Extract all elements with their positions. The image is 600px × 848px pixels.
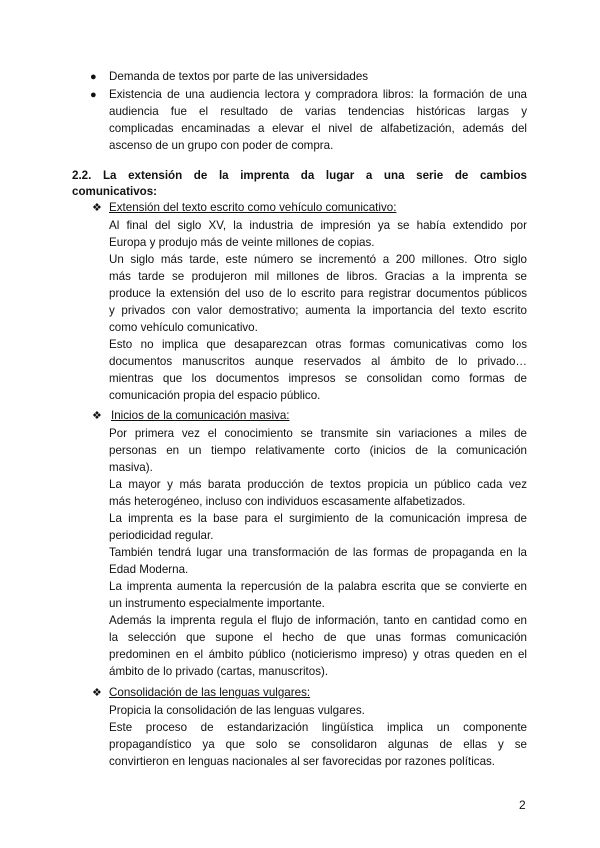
paragraph-line: convirtieron en lenguas nacionales al ser favorecidas por razones políticas.	[109, 755, 496, 768]
paragraph-line: propagandístico ya que solo se consolidaron algunas de ellas y se	[109, 738, 527, 751]
subsection-title: Inicios de la comunicación masiva:	[111, 409, 290, 422]
diamond-bullet-icon: ❖	[92, 687, 102, 699]
paragraph-line: La imprenta aumenta la repercusión de la palabra escrita que se convierte en	[109, 580, 527, 593]
paragraph-line: predominen en el ámbito público (noticierismo impreso) y otras queden en el	[109, 648, 527, 661]
paragraph-line: Esto no implica que desaparezcan otras formas comunicativas como los	[109, 338, 527, 351]
paragraph-line: produce la extensión del uso de lo escrito para registrar documentos públicos	[109, 287, 527, 300]
paragraph-line: más tarde se produjeron mil millones de libros. Gracias a la imprenta se	[109, 270, 527, 283]
bullet-item-text: Existencia de una audiencia lectora y compradora libros: la formación de una	[109, 88, 527, 101]
paragraph-line: ámbito de lo privado (cartas, manuscritos).	[109, 665, 329, 678]
paragraph-line: mientras que los documentos impresos se consolidan como formas de	[109, 372, 527, 385]
bullet-item-text: ascenso de un grupo con poder de compra.	[109, 139, 334, 152]
subsection-title: Extensión del texto escrito como vehículo comunicativo:	[109, 201, 397, 214]
paragraph-line: como vehículo comunicativo.	[109, 321, 258, 334]
diamond-bullet-icon: ❖	[92, 410, 102, 422]
bullet-item-text: complicadas encaminadas a elevar el nivel de alfabetización, además del	[109, 122, 527, 135]
paragraph-line: documentos manuscritos aunque reservados al ámbito de lo privado…	[109, 355, 527, 368]
bullet-item-text: audiencia fue el resultado de varias tendencias históricas largas y	[109, 105, 527, 118]
diamond-bullet-icon: ❖	[92, 202, 102, 214]
bullet-symbol: ●	[90, 89, 97, 101]
paragraph-line: Por primera vez el conocimiento se transmite sin variaciones a miles de	[109, 427, 527, 440]
subsection-title: Consolidación de las lenguas vulgares:	[109, 686, 311, 699]
page-number: 2	[519, 798, 526, 812]
paragraph-line: y privados con valor demostrativo; aumenta la importancia del texto escrito	[109, 304, 527, 317]
bullet-symbol: ●	[90, 71, 97, 83]
paragraph-line: periodicidad regular.	[109, 529, 214, 542]
paragraph-line: comunicación propia del espacio público.	[109, 389, 321, 402]
section-heading: comunicativos:	[72, 185, 158, 198]
bullet-item-text: Demanda de textos por parte de las universidades	[109, 70, 369, 83]
paragraph-line: masiva).	[109, 461, 153, 474]
paragraph-line: Edad Moderna.	[109, 563, 189, 576]
paragraph-line: Un siglo más tarde, este número se incrementó a 200 millones. Otro siglo	[109, 253, 527, 266]
paragraph-line: Al final del siglo XV, la industria de impresión ya se había extendido por	[109, 219, 527, 232]
section-heading: 2.2. La extensión de la imprenta da lugar a una serie de cambios	[72, 169, 527, 182]
paragraph-line: más heterogéneo, incluso con individuos escasamente alfabetizados.	[109, 495, 466, 508]
paragraph-line: personas en un tiempo relativamente corto (inicios de la comunicación	[109, 444, 527, 457]
paragraph-line: Además la imprenta regula el flujo de información, tanto en cantidad como en	[109, 614, 527, 627]
paragraph-line: Este proceso de estandarización lingüística implica un componente	[109, 721, 527, 734]
paragraph-line: Europa y produjo más de veinte millones de copias.	[109, 236, 375, 249]
paragraph-line: un instrumento especialmente importante.	[109, 597, 325, 610]
paragraph-line: La mayor y más barata producción de textos propicia un público cada vez	[109, 478, 527, 491]
paragraph-line: También tendrá lugar una transformación de las formas de propaganda en la	[109, 546, 527, 559]
paragraph-line: La imprenta es la base para el surgimiento de la comunicación impresa de	[109, 512, 527, 525]
paragraph-line: la selección que supone el hecho de que unas formas comunicación	[109, 631, 527, 644]
paragraph-line: Propicia la consolidación de las lenguas vulgares.	[109, 704, 365, 717]
